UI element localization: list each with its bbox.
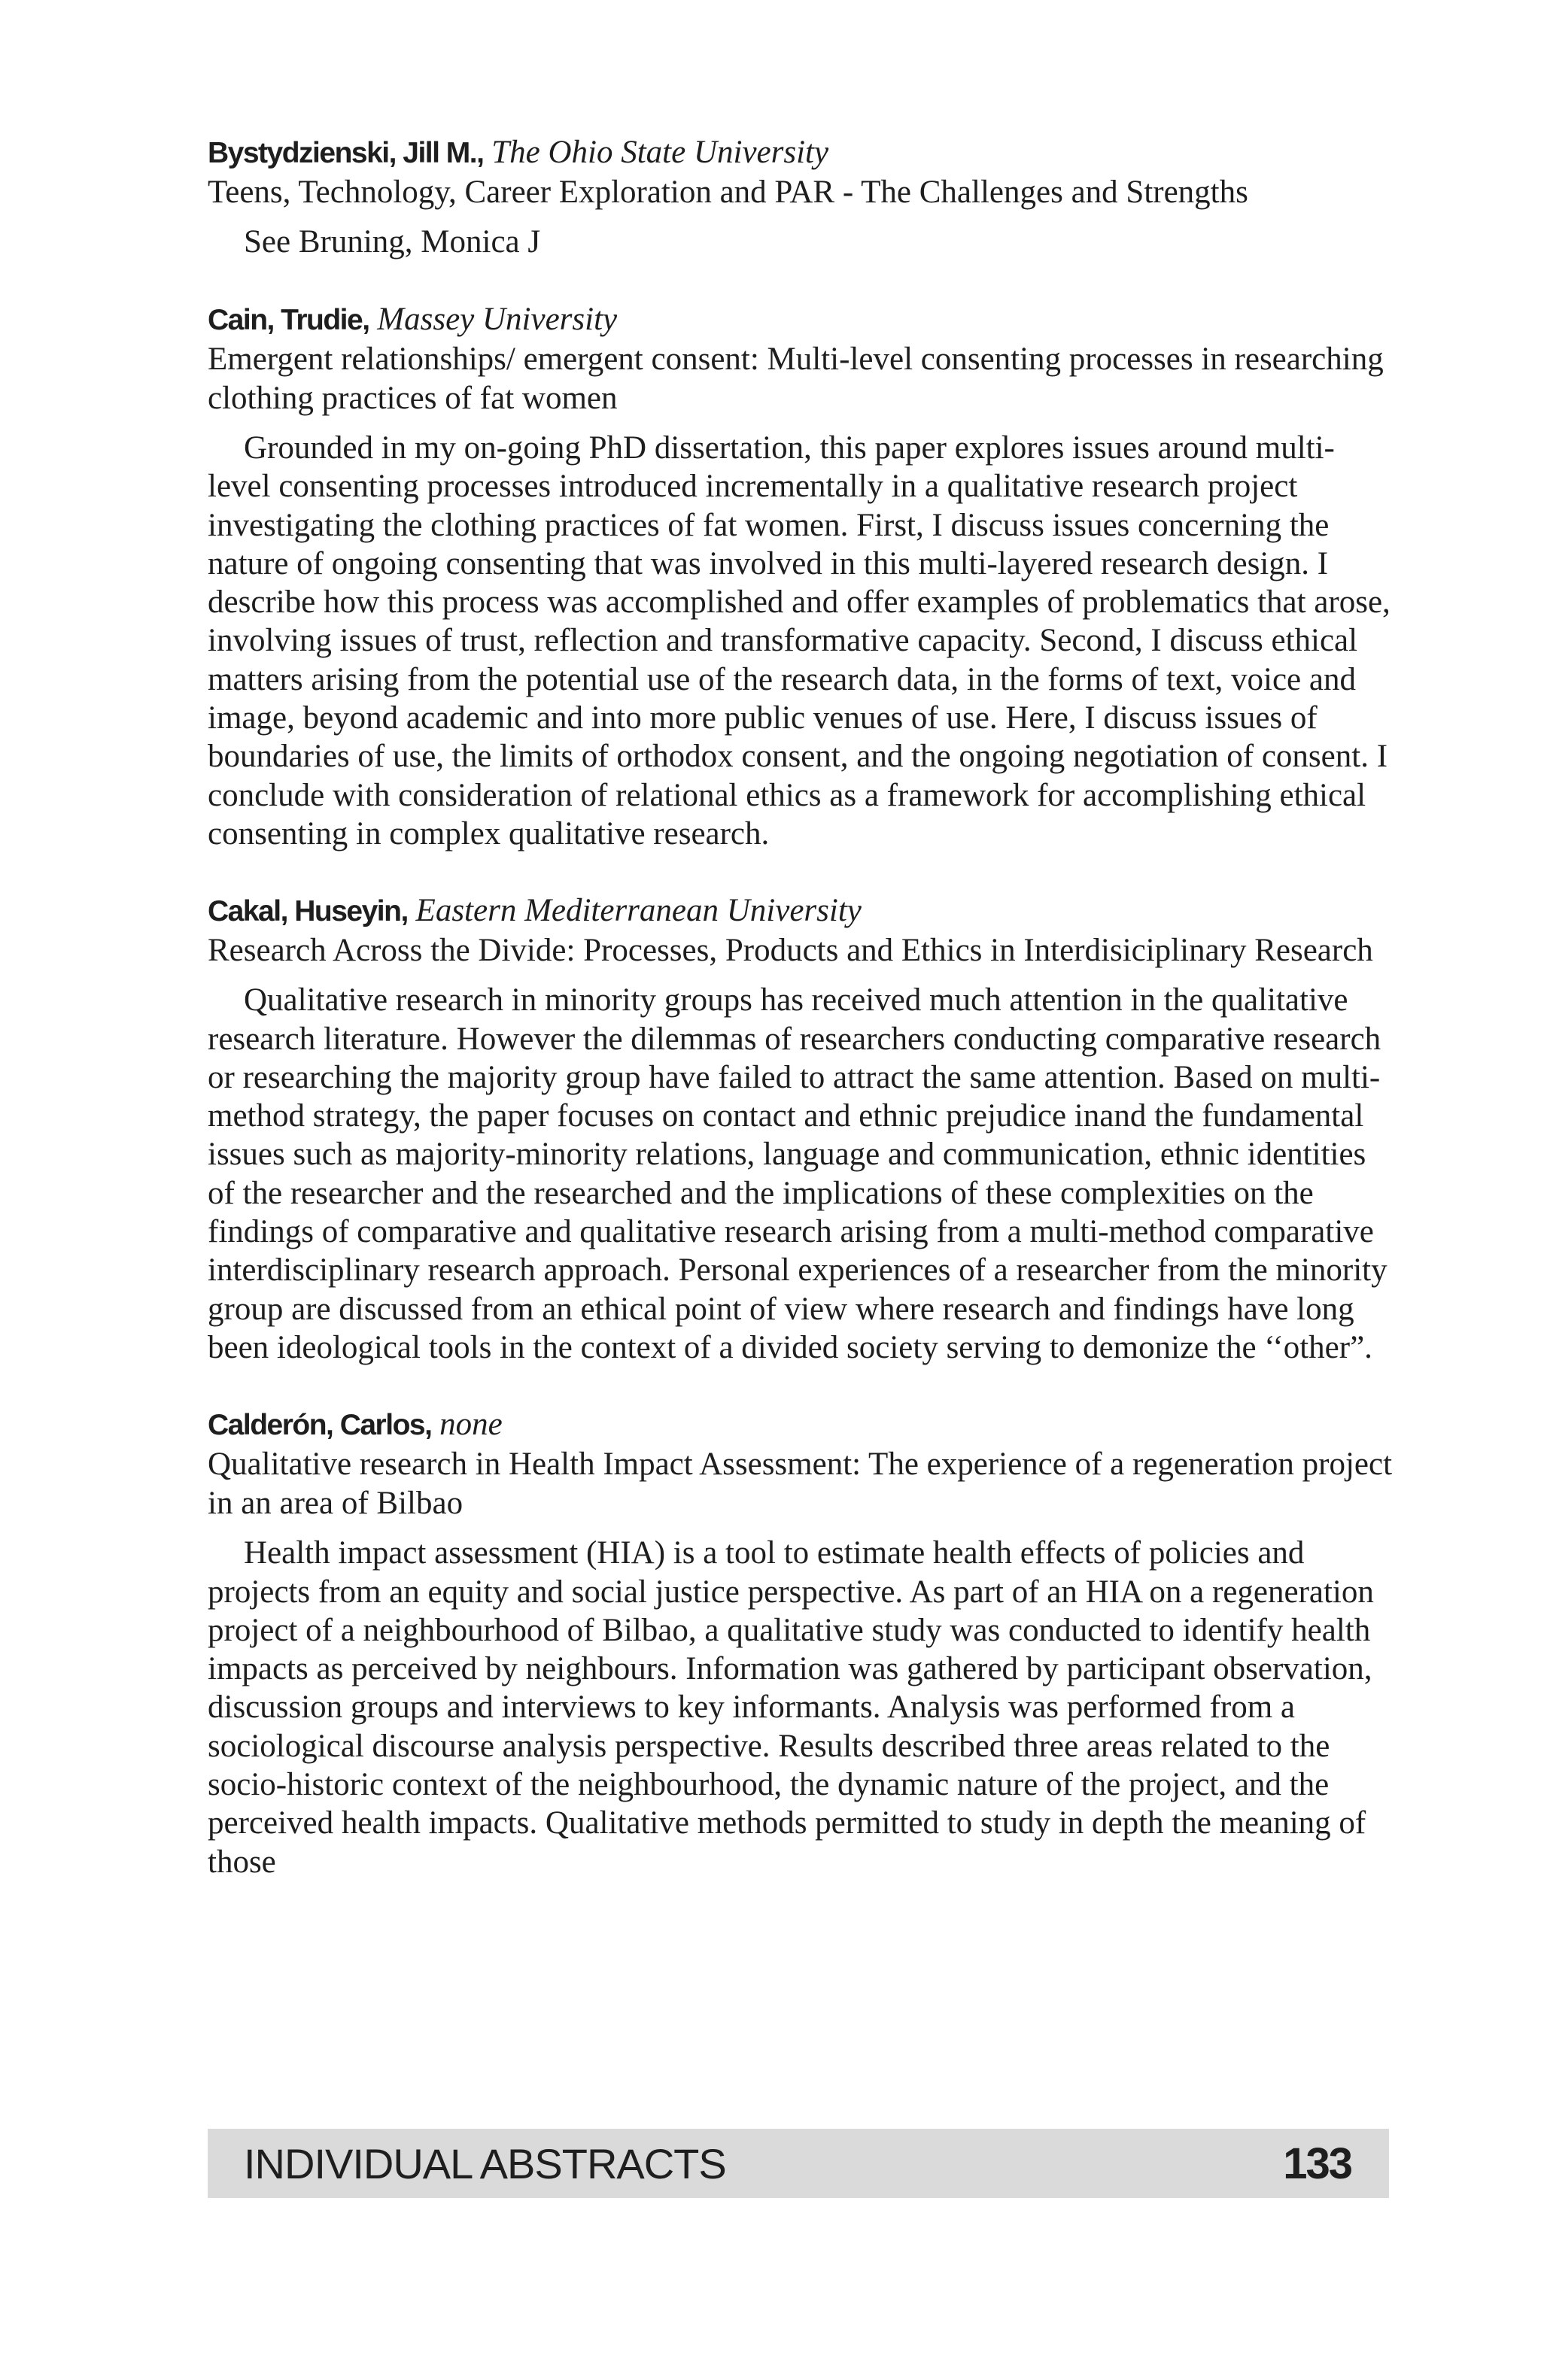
entry-heading	[208, 299, 1397, 340]
entry-heading	[208, 132, 1397, 173]
entry-heading	[208, 1404, 1397, 1445]
abstract-text: Health impact assessment (HIA) is a tool to estimate health effects of policies and projects from an equity and social justice perspective. As part of an HIA on a regeneration project of a neighbourhood of Bilbao, a qualitative study was conducted to identify health impacts as perceived by neighbours. Information was gathered by participant observation, discussion groups and interviews to key informants. Analysis was performed from a sociological discourse analysis perspective. Results described three areas related to the socio-historic context of the neighbourhood, the dynamic nature of the project, and the perceived health impacts. Qualitative methods permitted to study in depth the meaning of those	[208, 1535, 1374, 1880]
author-name: Cain, Trudie,	[208, 304, 369, 336]
author-name: Bystydzienski, Jill M.,	[208, 137, 484, 169]
author-affiliation: Eastern Mediterranean University	[415, 893, 862, 929]
section-label: INDIVIDUAL ABSTRACTS	[244, 2139, 726, 2187]
paper-title: Emergent relationships/ emergent consent: Multi-level consenting processes in researching clothing practices of fat women	[208, 342, 1384, 416]
paper-title: Research Across the Divide: Processes, Products and Ethics in Interdisiciplinary Research	[208, 933, 1373, 969]
abstract-entry-calderon	[208, 1404, 1397, 1881]
author-affiliation: Massey University	[377, 302, 618, 337]
author-affiliation: none	[439, 1407, 503, 1443]
paper-title: Teens, Technology, Career Exploration and PAR - The Challenges and Strengths	[208, 175, 1248, 210]
abstract-text: Grounded in my on-going PhD dissertation, this paper explores issues around multi-level consenting processes introduced incrementally in a qualitative research project investigating the clothing practices of fat women. First, I discuss issues concerning the nature of ongoing consenting that was involved in this multi-layered research design. I describe how this process was accomplished and offer examples of problematics that arose, involving issues of trust, reflection and transformative capacity. Second, I discuss ethical matters arising from the potential use of the research data, in the forms of text, voice and image, beyond academic and into more public venues of use. Here, I discuss issues of boundaries of use, the limits of orthodox consent, and the ongoing negotiation of consent. I conclude with consideration of relational ethics as a framework for accomplishing ethical consenting in complex qualitative research.	[208, 430, 1391, 852]
see-also-reference: See Bruning, Monica J	[244, 224, 541, 260]
abstract-entry-bystydzienski	[208, 132, 1397, 262]
entry-heading	[208, 891, 1397, 931]
author-name: Cakal, Huseyin,	[208, 895, 408, 928]
page-footer	[208, 2129, 1389, 2198]
abstract-text: Qualitative research in minority groups has received much attention in the qualitative research literature. However the dilemmas of researchers conducting comparative research or researching the majority group have failed to attract the same attention. Based on multi-method strategy, the paper focuses on contact and ethnic prejudice inand the fundamental issues such as majority-minority relations, language and communication, ethnic identities of the researcher and the researched and the implications of these complexities on the findings of comparative and qualitative research arising from a multi-method comparative interdisciplinary research approach. Personal experiences of a researcher from the minority group are discussed from an ethical point of view where research and findings have long been ideological tools in the context of a divided society serving to demonize the ‘‘other”.	[208, 982, 1388, 1365]
abstracts-content	[208, 132, 1397, 1919]
paper-title: Qualitative research in Health Impact Assessment: The experience of a regeneration project in an area of Bilbao	[208, 1447, 1393, 1522]
author-name: Calderón, Carlos,	[208, 1409, 432, 1442]
abstract-entry-cakal	[208, 891, 1397, 1367]
abstract-entry-cain	[208, 299, 1397, 853]
page-number: 133	[1283, 2139, 1351, 2188]
author-affiliation: The Ohio State University	[491, 135, 829, 170]
